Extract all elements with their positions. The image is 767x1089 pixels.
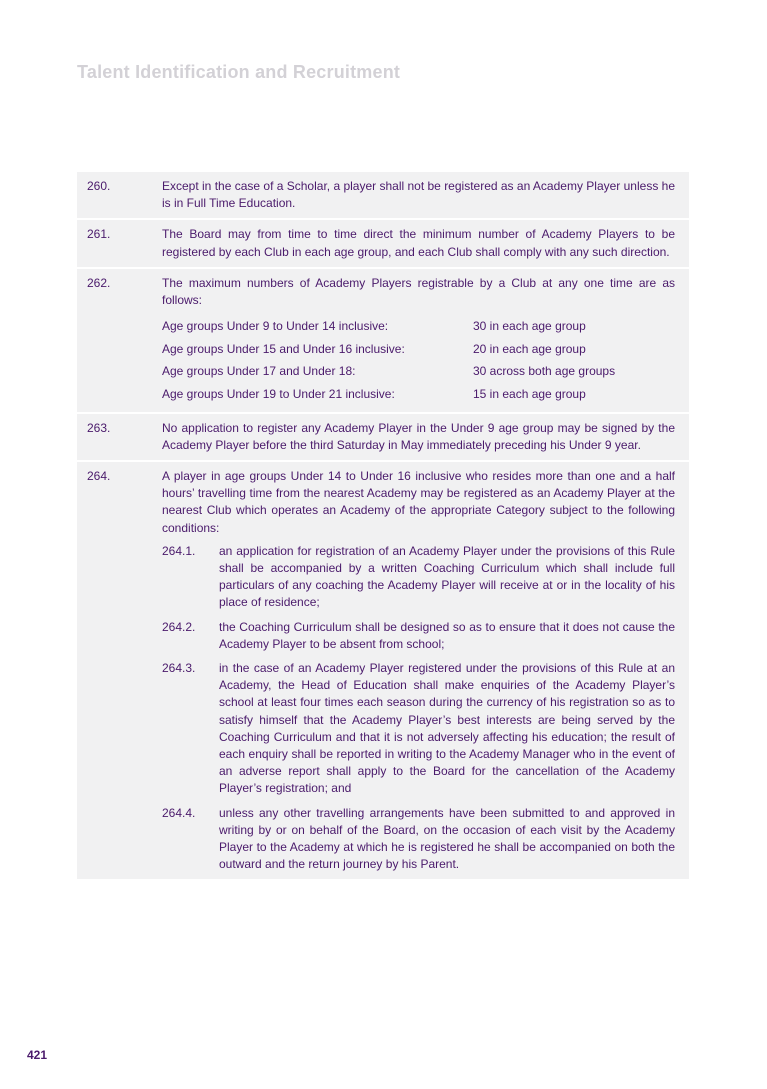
rule-number: 260. <box>87 179 111 193</box>
subrule-text: the Coaching Curriculum shall be designed so as to ensure that it does not cause the Academy Player to be absent from school; <box>219 619 675 651</box>
subrule-number: 264.2. <box>162 619 196 634</box>
table-row <box>162 383 675 406</box>
rule-number: 261. <box>87 227 111 242</box>
age-group-table <box>162 315 675 405</box>
table-row <box>162 360 675 383</box>
subrule-text: an application for registration of an Academy Player under the provisions of this Rule shall be accompanied by a written Coaching Curriculum which shall include full particulars of any coaching the Academy Player will receive at or in the locality of his place of residence; <box>219 543 675 610</box>
subrule-text: in the case of an Academy Player registered under the provisions of this Rule at an Academy, the Head of Education shall make enquiries of the Academy Player’s school at least four times each season during the currency of his registration so as to satisfy himself that the Academy Player’s best interests are being served by the Coaching Curriculum and that it is not adversely affecting his education; the result of each enquiry shall be reported in writing to the Academy Manager who in the event of an adverse report shall apply to the Board for the cancellation of the Academy Player’s registration; and <box>219 661 675 796</box>
rule-text: No application to register any Academy Player in the Under 9 age group may be signed by the Academy Player before the third Saturday in May immediately preceding his Under 9 year. <box>162 420 675 452</box>
page-number: 421 <box>27 1048 48 1062</box>
subrule-264-4 <box>162 805 675 874</box>
rule-text: Except in the case of a Scholar, a player shall not be registered as an Academy Player unless he is in Full Time Education. <box>162 179 675 211</box>
subrule-264-2 <box>162 619 675 653</box>
age-group-limit: 15 in each age group <box>473 387 586 401</box>
rule-261 <box>77 220 689 268</box>
subrule-264-1 <box>162 543 675 612</box>
rule-text: The Board may from time to time direct the minimum number of Academy Players to be registered by each Club in each age group, and each Club shall comply with any such direction. <box>162 227 675 259</box>
age-group-label: Age groups Under 15 and Under 16 inclusive: <box>162 341 405 356</box>
rule-number: 264. <box>87 469 111 483</box>
subrule-text: unless any other travelling arrangements have been submitted to and approved in writing by or on behalf of the Board, on the occasion of each visit by the Academy Player to the Academy at which he is registered he shall be accompanied on both the outward and the return journey by his Parent. <box>219 805 675 872</box>
rule-number: 263. <box>87 420 111 435</box>
rule-263 <box>77 414 689 462</box>
age-group-label: Age groups Under 19 to Under 21 inclusive: <box>162 387 395 401</box>
rule-number: 262. <box>87 275 111 290</box>
rules-list <box>77 172 689 881</box>
table-row <box>162 338 675 361</box>
page-title: Talent Identification and Recruitment <box>77 62 401 82</box>
rule-text: The maximum numbers of Academy Players registrable by a Club at any one time are as follows: <box>162 275 675 308</box>
rule-264 <box>77 462 689 881</box>
subrule-number: 264.4. <box>162 805 196 820</box>
age-group-limit: 30 in each age group <box>473 319 586 334</box>
rule-262 <box>77 269 689 414</box>
age-group-label: Age groups Under 9 to Under 14 inclusive: <box>162 319 389 334</box>
subrule-number: 264.1. <box>162 543 196 558</box>
age-group-label: Age groups Under 17 and Under 18: <box>162 364 356 379</box>
subrule-number: 264.3. <box>162 661 196 676</box>
table-row <box>162 315 675 338</box>
age-group-limit: 20 in each age group <box>473 341 586 356</box>
age-group-limit: 30 across both age groups <box>473 364 616 379</box>
rule-260 <box>77 172 689 220</box>
subrule-264-3 <box>162 660 675 798</box>
rule-text: A player in age groups Under 14 to Under 16 inclusive who resides more than one and a half hours’ travelling time from the nearest Academy may be registered as an Academy Player at the nearest Club which operates an Academy of the appropriate Category subject to the following conditions: <box>162 469 675 535</box>
